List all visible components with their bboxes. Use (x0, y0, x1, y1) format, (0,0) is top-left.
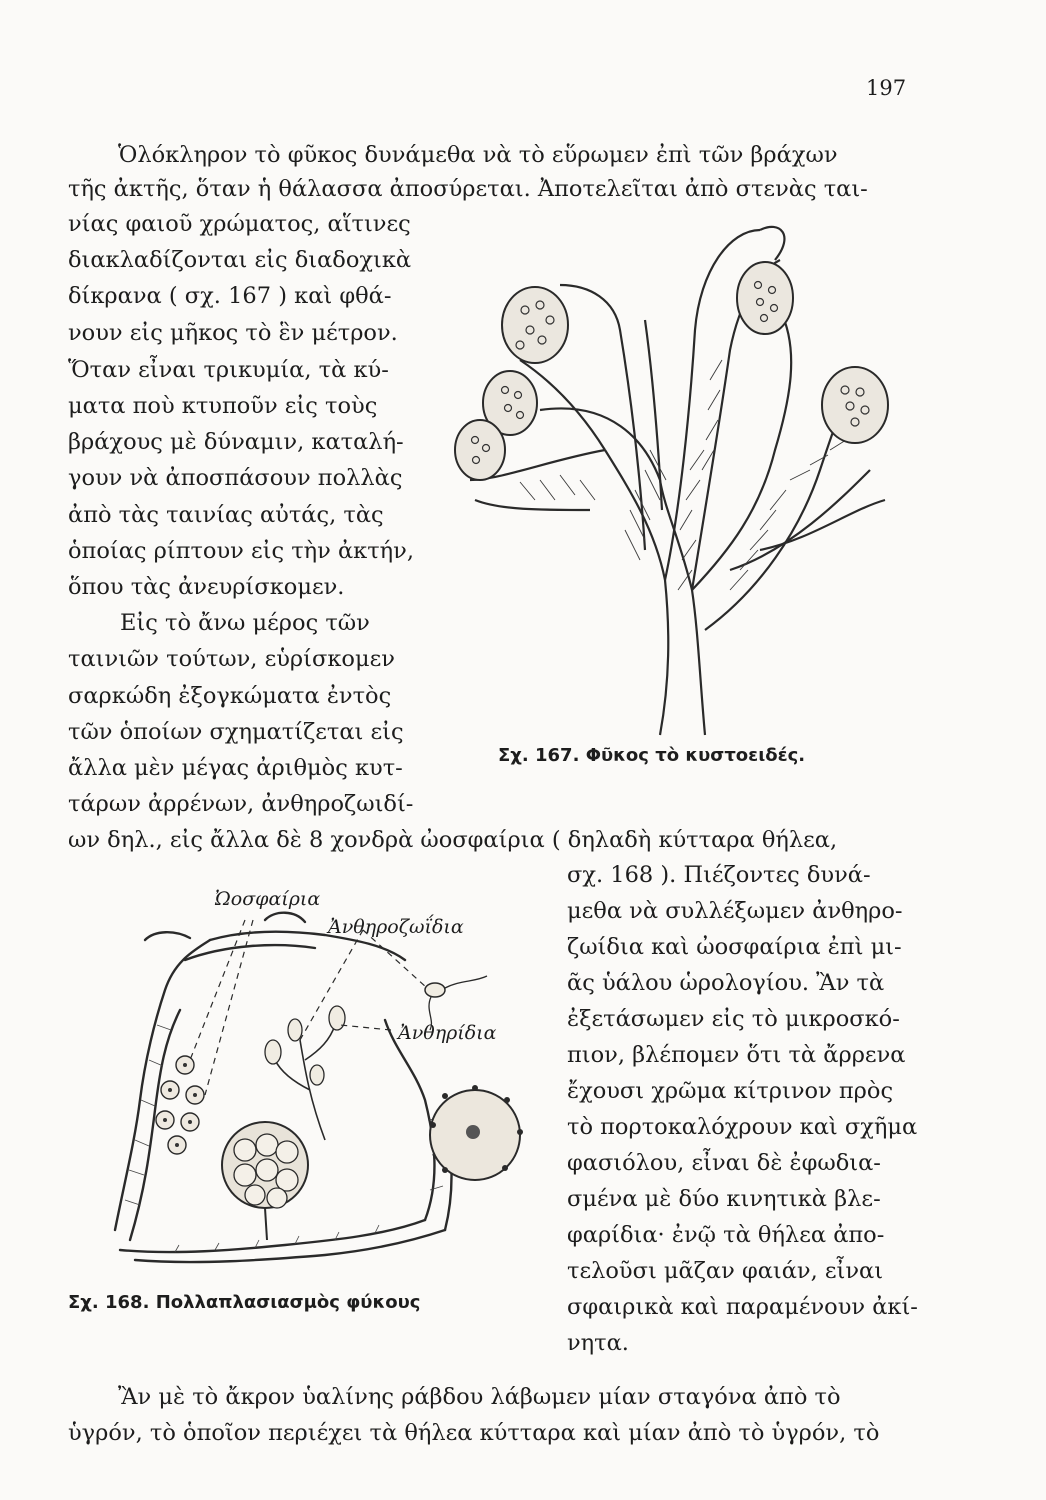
text-line: ων δηλ., εἰς ἄλλα δὲ 8 χονδρὰ ὠοσφαίρια ( δηλαδὴ κύτταρα θήλεα, (68, 827, 838, 853)
text-line: ὁποίας ρίπτουν εἰς τὴν ἀκτήν, (68, 538, 414, 564)
text-line: Εἰς τὸ ἄνω μέρος τῶν (120, 610, 370, 636)
fucus-illustration (430, 210, 900, 740)
figure-168-caption: Σχ. 168. Πολλαπλασιασμὸς φύκους (68, 1292, 421, 1313)
text-line: σμένα μὲ δύο κινητικὰ βλε- (567, 1186, 881, 1212)
text-line: τελοῦσι μᾶζαν φαιάν, εἶναι (567, 1258, 884, 1284)
label-antherozoid: Ἀνθηροζωΐδια (328, 916, 464, 938)
text-line: διακλαδίζονται εἰς διαδοχικὰ (68, 247, 412, 273)
text-line: ταινιῶν τούτων, εὑρίσκομεν (68, 646, 395, 672)
text-line: ἐξετάσωμεν εἰς τὸ μικροσκό- (567, 1006, 900, 1032)
text-line: ζωίδια καὶ ὠοσφαίρια ἐπὶ μι- (567, 934, 902, 960)
text-line: βράχους μὲ δύναμιν, καταλή- (68, 429, 404, 455)
text-line: ματα ποὺ κτυποῦν εἰς τοὺς (68, 393, 378, 419)
figure-167-caption: Σχ. 167. Φῦκος τὸ κυστοειδές. (498, 745, 806, 766)
text-line: τῆς ἀκτῆς, ὅταν ἡ θάλασσα ἀποσύρεται. Ἀποτελεῖται ἀπὸ στενὰς ται- (68, 176, 868, 202)
label-antheridium: Ἀνθηρίδια (398, 1022, 497, 1044)
text-line: ἄλλα μὲν μέγας ἀριθμὸς κυτ- (68, 755, 403, 781)
text-line: μεθα νὰ συλλέξωμεν ἀνθηρο- (567, 898, 903, 924)
conceptacle-illustration (95, 900, 535, 1270)
text-line: ᾶς ὑάλου ὡρολογίου. Ἂν τὰ (567, 970, 885, 996)
text-line: νητα. (567, 1330, 629, 1356)
text-line: Ὅταν εἶναι τρικυμία, τὰ κύ- (68, 357, 389, 383)
text-line: Ἂν μὲ τὸ ἄκρον ὑαλίνης ράβδου λάβωμεν μίαν σταγόνα ἀπὸ τὸ (118, 1384, 841, 1410)
text-line: σαρκώδη ἐξογκώματα ἐντὸς (68, 683, 392, 709)
text-line: σχ. 168 ). Πιέζοντες δυνά- (567, 862, 871, 888)
page-number: 197 (866, 76, 907, 100)
text-line: γουν νὰ ἀποσπάσουν πολλὰς (68, 465, 403, 491)
text-line: τάρων ἀρρένων, ἀνθηροζωιδί- (68, 791, 414, 817)
text-line: ὑγρόν, τὸ ὁποῖον περιέχει τὰ θήλεα κύτταρα καὶ μίαν ἀπὸ τὸ ὑγρόν, τὸ (68, 1420, 880, 1446)
text-line: φασιόλου, εἶναι δὲ ἐφωδια- (567, 1150, 881, 1176)
text-line: δίκρανα ( σχ. 167 ) καὶ φθά- (68, 283, 392, 309)
text-line: ἔχουσι χρῶμα κίτρινον πρὸς (567, 1078, 894, 1104)
text-line: τῶν ὁποίων σχηματίζεται εἰς (68, 719, 404, 745)
text-line: Ὁλόκληρον τὸ φῦκος δυνάμεθα νὰ τὸ εὕρωμεν ἐπὶ τῶν βράχων (118, 142, 838, 168)
text-line: φαρίδια· ἐνῷ τὰ θήλεα ἀπο- (567, 1222, 885, 1248)
text-line: σφαιρικὰ καὶ παραμένουν ἀκί- (567, 1294, 918, 1320)
text-line: ἀπὸ τὰς ταινίας αὐτάς, τὰς (68, 502, 384, 528)
text-line: ὅπου τὰς ἀνευρίσκομεν. (68, 574, 345, 600)
text-line: τὸ πορτοκαλόχρουν καὶ σχῆμα (567, 1114, 918, 1140)
text-line: πιον, βλέπομεν ὅτι τὰ ἄρρενα (567, 1042, 906, 1068)
label-oosphere: Ὠοσφαίρια (215, 888, 321, 910)
text-line: νουν εἰς μῆκος τὸ ἓν μέτρον. (68, 320, 398, 346)
text-line: νίας φαιοῦ χρώματος, αἵτινες (68, 211, 411, 237)
